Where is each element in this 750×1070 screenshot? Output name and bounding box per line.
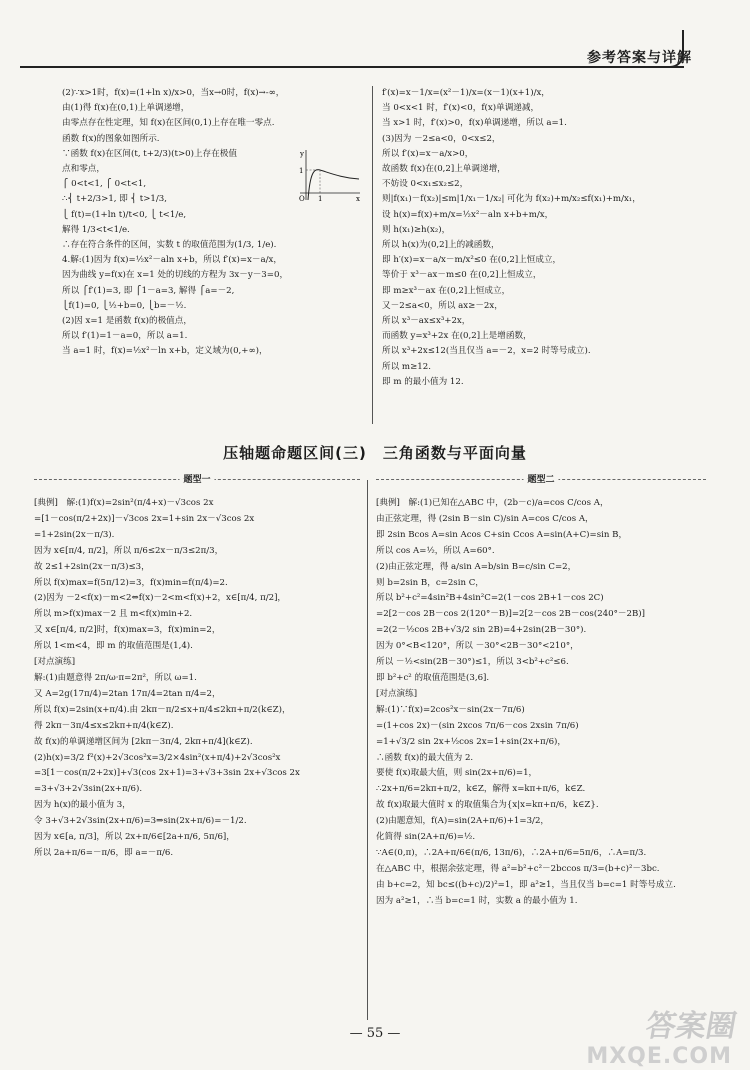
solution-line: (2)由正弦定理，得 a/sin A=b/sin B=c/sin C=2， bbox=[376, 561, 577, 572]
header-corner-mark bbox=[662, 30, 684, 68]
solution-line: 即 h′(x)=x－a/x－m/x²≤0 在(0,2]上恒成立， bbox=[382, 255, 562, 266]
solution-line: 即 2sin Bcos A=sin Acos C+sin Ccos A=sin(A+C)=sin B， bbox=[376, 529, 628, 540]
solution-line: (2)因为 －2<f(x)－m<2⇔f(x)－2<m<f(x)+2，x∈[π/4, π/2]， bbox=[34, 593, 287, 604]
solution-line: 由 b+c=2，知 bc≤((b+c)/2)²=1，即 a²≥1，当且仅当 b=c=1 时等号成立. bbox=[376, 879, 676, 890]
solution-line: 点和零点， bbox=[62, 164, 105, 175]
solution-line: 由正弦定理，得 (2sin B－sin C)/sin A=cos C/cos A， bbox=[376, 513, 594, 524]
solution-line: 则 b=2sin B，c=2sin C， bbox=[376, 577, 484, 588]
question-type-two-banner bbox=[376, 475, 706, 494]
solution-line: f′(x)=x－1/x=(x²－1)/x=(x－1)(x+1)/x， bbox=[382, 88, 550, 98]
solution-line: =2[2－cos 2B－cos 2(120°－B)]=2[2－cos 2B－cos(240°－2B)] bbox=[376, 609, 645, 620]
solution-line: 所以 f(x)=2sin(x+π/4).由 2kπ－π/2≤x+π/4≤2kπ+π/2(k∈Z)， bbox=[34, 704, 291, 715]
solution-line: 因为 0°<B<120°，所以 －30°<2B－30°<210°， bbox=[376, 641, 579, 652]
solution-line: 所以 2a+π/6=－π/6，即 a=－π/6. bbox=[34, 847, 174, 858]
solution-line: ∴2x+π/6=2kπ+π/2，k∈Z，解得 x=kπ+π/6，k∈Z. bbox=[376, 784, 586, 795]
solution-line: 又 x∈[π/4, π/2]时，f(x)max=3，f(x)min=2， bbox=[34, 625, 221, 636]
solution-line: [对点演练] bbox=[376, 688, 418, 699]
header-rule bbox=[20, 66, 684, 68]
solution-line: =3+√3+2√3sin(2x+π/6). bbox=[34, 784, 143, 795]
solution-line: 函数 f(x)的图象如图所示. bbox=[62, 133, 160, 144]
header-title: 参考答案与详解 bbox=[587, 50, 692, 66]
solution-line: 设 h(x)=f(x)+m/x=½x²－aln x+b+m/x， bbox=[382, 209, 554, 220]
solution-line: 所以 f′(1)=1－a=0，所以 a=1. bbox=[62, 331, 188, 342]
solution-line: 所以 x³－ax≤x³+2x， bbox=[382, 316, 471, 327]
solution-line: =1+√3/2 sin 2x+½cos 2x=1+sin(2x+π/6)， bbox=[376, 736, 567, 747]
solution-line: 所以 x³+2x≤12(当且仅当 a=－2，x=2 时等号成立). bbox=[382, 346, 591, 357]
solution-line: 4.解:(1)因为 f(x)=½x²－aln x+b，所以 f′(x)=x－a/x， bbox=[62, 255, 282, 266]
graph-tick-y: 1 bbox=[299, 167, 304, 175]
solution-line: 所以 m>f(x)max－2 且 m<f(x)min+2. bbox=[34, 609, 193, 620]
solution-line: 所以 ⎧f′(1)=3, 即 ⎧1－a=3, 解得 ⎧a=－2, bbox=[62, 285, 235, 296]
solution-line: 因为 x∈[π/4, π/2]，所以 π/6≤2x－π/3≤2π/3， bbox=[34, 545, 224, 556]
page-header bbox=[0, 0, 750, 80]
solution-line: 所以 1<m<4，即 m 的取值范围是(1,4). bbox=[34, 641, 193, 652]
watermark-url: MXQE.COM bbox=[586, 1044, 732, 1069]
solution-line: 解:(1)∵f(x)=2cos²x－sin(2x－7π/6) bbox=[376, 704, 525, 715]
solution-line: 当 0<x<1 时，f′(x)<0，f(x)单调递减， bbox=[382, 103, 540, 114]
solution-line: 因为 x∈[a, π/3]，所以 2x+π/6∈[2a+π/6, 5π/6]， bbox=[34, 832, 235, 843]
top-left-solution-column bbox=[62, 86, 362, 360]
solution-line: 又 A=2g(17π/4)=2tan 17π/4=2tan π/4=2， bbox=[34, 688, 221, 699]
solution-line: 由零点存在性定理，知 f(x)在区间(0,1)上存在唯一零点. bbox=[62, 118, 275, 129]
solution-line: 不妨设 0<x₁≤x₂≤2， bbox=[382, 179, 469, 190]
solution-line: 要使 f(x)取最大值，则 sin(2x+π/6)=1， bbox=[376, 768, 538, 779]
solution-line: 等价于 x³－ax－m≤0 在(0,2]上恒成立， bbox=[382, 270, 542, 281]
solution-line: ∵函数 f(x)在区间(t, t+2/3)(t>0)上存在极值 bbox=[62, 148, 237, 159]
bottom-left-solution-column bbox=[34, 496, 359, 862]
solution-line: 即 m 的最小值为 12. bbox=[382, 376, 464, 387]
solution-line: 当 x>1 时，f′(x)>0，f(x)单调递增，所以 a=1. bbox=[382, 118, 567, 129]
solution-line: 令 3+√3+2√3sin(2x+π/6)=3⇒sin(2x+π/6)=－1/2. bbox=[34, 816, 247, 827]
question-type-one-banner bbox=[34, 475, 360, 494]
solution-line: 故 2≤1+2sin(2x－π/3)≤3， bbox=[34, 561, 150, 572]
solution-line: 故 f(x)取最大值时 x 的取值集合为{x|x=kπ+π/6，k∈Z}. bbox=[376, 800, 599, 811]
solution-line: 化简得 sin(2A+π/6)=½. bbox=[376, 832, 476, 843]
solution-line: [典例] 解:(1)f(x)=2sin²(π/4+x)－√3cos 2x bbox=[34, 498, 214, 508]
solution-line: 解:(1)由题意得 2π/ω·π=2π²，所以 ω=1. bbox=[34, 672, 197, 683]
graph-x-label: x bbox=[356, 195, 360, 203]
solution-line: =3[1－cos(π/2+2x)]+√3(cos 2x+1)=3+√3+3sin 2x+√3cos 2x bbox=[34, 768, 300, 779]
solution-line: (2)h(x)=3/2 f²(x)+2√3cos²x=3/2×4sin²(x+π/4)+2√3cos²x bbox=[34, 752, 281, 763]
graph-y-label: y bbox=[300, 150, 304, 158]
solution-line: ⎩f(1)=0, ⎩½+b=0, ⎩b=－½. bbox=[62, 300, 187, 311]
solution-line: 当 a=1 时，f(x)=½x²－ln x+b，定义域为(0,+∞)， bbox=[62, 346, 268, 357]
solution-line: (2)∵x>1时，f(x)=(1+ln x)/x>0，当x→0时，f(x)→-∞， bbox=[62, 88, 285, 98]
solution-line: 所以 b²+c²=4sin²B+4sin²C=2(1－cos 2B+1－cos 2C) bbox=[376, 593, 604, 604]
solution-line: 所以 f(x)max=f(5π/12)=3，f(x)min=f(π/4)=2. bbox=[34, 577, 228, 588]
solution-line: ∴存在符合条件的区间，实数 t 的取值范围为(1/3, 1/e). bbox=[62, 240, 277, 251]
solution-line: [典例] 解:(1)已知在△ABC 中，(2b－c)/a=cos C/cos A， bbox=[376, 498, 609, 508]
question-type-two-label: 题型二 bbox=[523, 472, 558, 485]
function-graph-figure bbox=[292, 148, 362, 203]
solution-line: (3)因为 －2≤a<0，0<x≤2， bbox=[382, 133, 501, 144]
solution-line: 在△ABC 中，根据余弦定理，得 a²=b²+c²－2bccos π/3=(b+c)²－3bc. bbox=[376, 863, 660, 874]
solution-line: =1+2sin(2x－π/3). bbox=[34, 529, 115, 540]
solution-line: 又－2≤a<0，所以 ax≥－2x， bbox=[382, 300, 503, 311]
solution-line: 因为 h(x)的最小值为 3， bbox=[34, 800, 131, 811]
top-right-solution-column bbox=[382, 86, 702, 390]
solution-line: 所以 －½<sin(2B－30°)≤1，所以 3<b²+c²≤6. bbox=[376, 657, 569, 668]
solution-line: 故函数 f(x)在(0,2]上单调递增， bbox=[382, 164, 506, 175]
page-number: — 55 — bbox=[349, 1026, 401, 1041]
watermark-logo: 答案圈 bbox=[643, 1009, 740, 1044]
solution-line: ∴⎨ t+2/3>1, 即 ⎨ t>1/3, bbox=[62, 194, 167, 205]
solution-line: (2)因 x=1 是函数 f(x)的极值点， bbox=[62, 316, 192, 327]
solution-line: =(1+cos 2x)－(sin 2xcos 7π/6－cos 2xsin 7π/6) bbox=[376, 720, 579, 731]
solution-line: [对点演练] bbox=[34, 657, 76, 668]
solution-line: 所以 m≥12. bbox=[382, 361, 431, 372]
solution-line: 则|f(x₁)－f(x₂)|≤m|1/x₁－1/x₂| 可化为 f(x₂)+m/x₂≤f(x₁)+m/x₁， bbox=[382, 194, 641, 205]
solution-line: 所以 h(x)为(0,2]上的减函数， bbox=[382, 240, 500, 251]
solution-line: =2(2－½cos 2B+√3/2 sin 2B)=4+2sin(2B－30°). bbox=[376, 625, 587, 636]
solution-line: ⎩ f(t)=(1+ln t)/t<0, ⎩ t<1/e, bbox=[62, 209, 187, 220]
bottom-right-solution-column bbox=[376, 496, 706, 910]
solution-line: ∵A∈(0,π)，∴2A+π/6∈(π/6, 13π/6)，∴2A+π/6=5π/6，∴A=π/3. bbox=[376, 847, 647, 858]
question-type-one-label: 题型一 bbox=[179, 472, 214, 485]
section-title: 压轴题命题区间(三) 三角函数与平面向量 bbox=[223, 444, 527, 462]
solution-line: 即 b²+c² 的取值范围是(3,6]. bbox=[376, 672, 490, 683]
solution-line: 所以 cos A=½，所以 A=60°. bbox=[376, 545, 495, 556]
solution-line: 得 2kπ－3π/4≤x≤2kπ+π/4(k∈Z). bbox=[34, 720, 174, 731]
solution-line: 所以 f′(x)=x－a/x>0， bbox=[382, 148, 474, 159]
solution-line: 由(1)得 f(x)在(0,1)上单调递增， bbox=[62, 103, 190, 114]
solution-line: 故 f(x)的单调递增区间为 [2kπ－3π/4, 2kπ+π/4](k∈Z). bbox=[34, 736, 253, 747]
top-column-divider bbox=[372, 86, 373, 424]
solution-line: 因为曲线 y=f(x)在 x=1 处的切线的方程为 3x－y－3=0， bbox=[62, 270, 289, 281]
solution-line: =[1－cos(π/2+2x)]－√3cos 2x=1+sin 2x－√3cos 2x bbox=[34, 513, 255, 524]
solution-line: ∴函数 f(x)的最大值为 2. bbox=[376, 752, 474, 763]
graph-tick-x: 1 bbox=[318, 195, 323, 203]
solution-line: 因为 a²≥1，∴当 b=c=1 时，实数 a 的最小值为 1. bbox=[376, 895, 578, 906]
solution-line: ⎧ 0<t<1, ⎧ 0<t<1, bbox=[62, 179, 147, 190]
graph-curve bbox=[308, 170, 359, 200]
solution-line: 解得 1/3<t<1/e. bbox=[62, 224, 130, 235]
bottom-column-divider bbox=[367, 480, 368, 1020]
solution-line: (2)由题意知，f(A)=sin(2A+π/6)+1=3/2， bbox=[376, 816, 550, 827]
solution-line: 则 h(x₁)≥h(x₂)， bbox=[382, 224, 451, 235]
solution-line: 而函数 y=x³+2x 在(0,2]上是增函数， bbox=[382, 331, 532, 342]
solution-line: 即 m≥x³－ax 在(0,2]上恒成立， bbox=[382, 285, 511, 296]
graph-origin-label: O bbox=[299, 195, 305, 203]
